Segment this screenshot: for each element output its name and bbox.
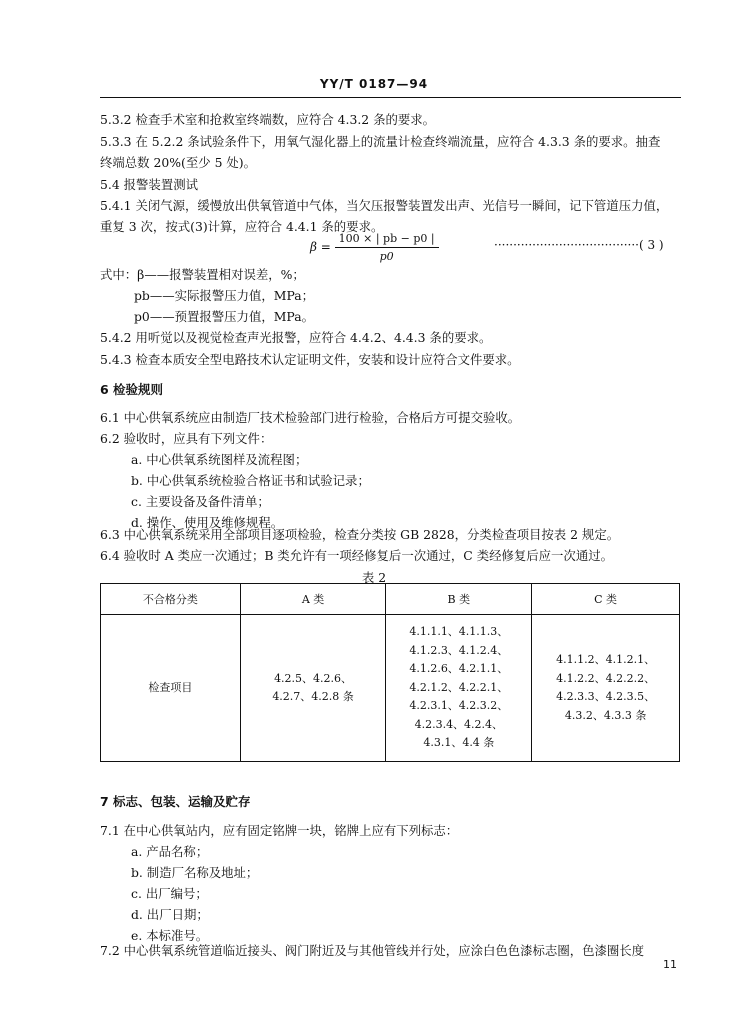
row-label-cell: 检查项目 — [101, 615, 241, 762]
header-cell-c: C 类 — [532, 584, 680, 615]
c-item-line: 4.3.2、4.3.3 条 — [564, 708, 647, 722]
clause-6-3: 6.3 中心供氧系统采用全部项目逐项检验，检查分类按 GB 2828，分类检查项目按表 2 规定。 — [100, 527, 620, 542]
c-item-line: 4.1.1.2、4.1.2.1、 — [556, 653, 656, 666]
clause-5-4-2: 5.4.2 用听觉以及视觉检查声光报警，应符合 4.4.2、4.4.3 条的要求。 — [100, 330, 492, 345]
list-item-6-2-a: a. 中心供氧系统图样及流程图； — [131, 452, 308, 467]
clause-6-4: 6.4 验收时 A 类应一次通过；B 类允许有一项经修复后一次通过，C 类经修复后应一次通过。 — [100, 548, 613, 563]
section-7-title: 7 标志、包装、运输及贮存 — [100, 794, 251, 809]
a-item-line: 4.2.7、4.2.8 条 — [272, 690, 354, 703]
b-item-line: 4.2.3.1、4.2.3.2、 — [409, 699, 509, 713]
formula-denominator: p0 — [379, 250, 394, 263]
list-item-7-1-b: b. 制造厂名称及地址； — [131, 865, 259, 880]
clause-6-1: 6.1 中心供氧系统应由制造厂技术检验部门进行检验，合格后方可提交验收。 — [100, 410, 521, 425]
b-item-line: 4.1.2.6、4.2.1.1、 — [409, 662, 509, 676]
b-items-cell — [386, 615, 532, 762]
a-items-cell — [240, 615, 386, 762]
header-rule — [100, 97, 681, 98]
clause-7-2: 7.2 中心供氧系统管道临近接头、阀门附近及与其他管线并行处，应涂白色色漆标志圈，色漆圈长度 — [100, 943, 645, 958]
list-item-6-2-c: c. 主要设备及备件清单； — [131, 494, 270, 509]
clause-5-3-3-line1: 5.3.3 在 5.2.2 条试验条件下，用氧气湿化器上的流量计检查终端流量，应符合 4.3.3 条的要求。抽查 — [100, 134, 661, 149]
clause-5-4-3: 5.4.3 检查本质安全型电路技术认定证明文件，安装和设计应符合文件要求。 — [100, 352, 520, 367]
clause-5-4-1-line1: 5.4.1 关闭气源，缓慢放出供氧管道中气体，当欠压报警装置发出声、光信号一瞬间，记下管道压力值， — [100, 198, 669, 213]
equation-number: ( 3 ) — [638, 238, 664, 252]
c-items-cell — [532, 615, 680, 762]
header-cell-b: B 类 — [386, 584, 532, 615]
section-6-title: 6 检验规则 — [100, 382, 164, 397]
formula-3 — [310, 232, 439, 263]
list-item-7-1-e: e. 本标准号。 — [131, 928, 209, 943]
where-pb: pb——实际报警压力值，MPa； — [134, 288, 315, 303]
clause-5-4-1-line2: 重复 3 次，按式(3)计算，应符合 4.4.1 条的要求。 — [100, 219, 384, 234]
b-item-line: 4.1.2.3、4.1.2.4、 — [409, 643, 509, 657]
table-header-row — [101, 584, 680, 615]
clause-5-4: 5.4 报警装置测试 — [100, 177, 198, 192]
table-row — [101, 615, 680, 762]
header-cell-a: A 类 — [240, 584, 386, 615]
where-p0: p0——预置报警压力值，MPa。 — [134, 309, 314, 324]
b-item-line: 4.1.1.1、4.1.1.3、 — [409, 625, 509, 639]
b-item-line: 4.3.1、4.4 条 — [423, 736, 495, 750]
standard-header: YY/T 0187—94 — [319, 77, 429, 91]
table-2-caption: 表 2 — [361, 570, 387, 585]
a-item-line: 4.2.5、4.2.6、 — [274, 671, 353, 685]
list-item-6-2-d: d. 操作、使用及维修规程。 — [131, 515, 284, 530]
formula-lhs: β = — [310, 240, 331, 254]
c-item-line: 4.1.2.2、4.2.2.2、 — [556, 671, 656, 685]
list-item-7-1-c: c. 出厂编号； — [131, 886, 208, 901]
list-item-7-1-d: d. 出厂日期； — [131, 907, 209, 922]
b-item-line: 4.2.1.2、4.2.2.1、 — [409, 680, 509, 694]
formula-fraction — [335, 232, 439, 263]
table-2 — [100, 583, 680, 762]
c-item-line: 4.2.3.3、4.2.3.5、 — [556, 690, 656, 703]
b-item-line: 4.2.3.4、4.2.4、 — [414, 717, 504, 731]
formula-leader-dots — [494, 238, 664, 252]
clause-5-3-2: 5.3.2 检查手术室和抢救室终端数，应符合 4.3.2 条的要求。 — [100, 112, 436, 127]
formula-numerator: 100 × | pb − p0 | — [335, 232, 439, 248]
page-number: 11 — [663, 958, 677, 971]
leader-dots: ······································ — [494, 238, 639, 252]
list-item-6-2-b: b. 中心供氧系统检验合格证书和试验记录； — [131, 473, 370, 488]
clause-6-2: 6.2 验收时，应具有下列文件： — [100, 431, 273, 446]
header-cell-category: 不合格分类 — [101, 584, 241, 615]
clause-7-1: 7.1 在中心供氧站内，应有固定铭牌一块，铭牌上应有下列标志： — [100, 823, 459, 838]
list-item-7-1-a: a. 产品名称； — [131, 844, 209, 859]
where-beta: 式中：β——报警装置相对误差，%； — [100, 267, 305, 282]
clause-5-3-3-line2: 终端总数 20%(至少 5 处)。 — [100, 155, 257, 170]
